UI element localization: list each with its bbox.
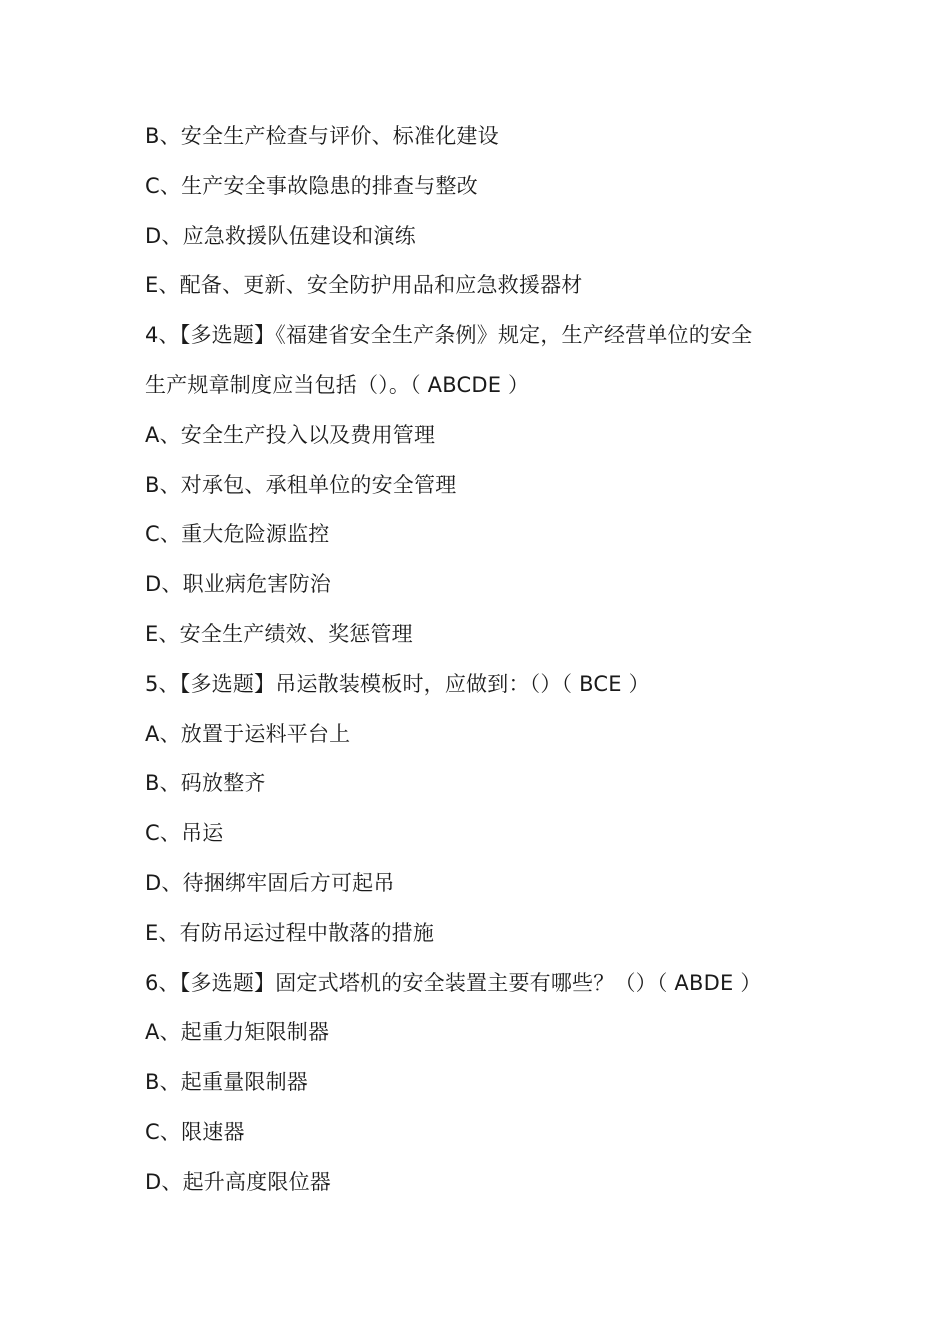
option-d-q6: D、起升高度限位器 (145, 1169, 331, 1194)
option-e-q3: E、配备、更新、安全防护用品和应急救援器材 (145, 273, 583, 298)
option-e-q5: E、有防吊运过程中散落的措施 (145, 920, 435, 945)
option-e-q4: E、安全生产绩效、奖惩管理 (145, 621, 413, 646)
question-6: 6、【多选题】固定式塔机的安全装置主要有哪些？（）（ ABDE ） (145, 970, 762, 995)
option-c-q5: C、吊运 (145, 821, 224, 846)
option-b-q6: B、起重量限制器 (145, 1070, 309, 1095)
option-c-q4: C、重大危险源监控 (145, 522, 330, 547)
question-4-line-1: 4、【多选题】《福建省安全生产条例》规定，生产经营单位的安全 (145, 323, 753, 348)
question-5: 5、【多选题】吊运散装模板时，应做到：（）（ BCE ） (145, 671, 650, 696)
option-d-q4: D、职业病危害防治 (145, 572, 331, 597)
option-a-q4: A、安全生产投入以及费用管理 (145, 422, 436, 447)
document-body (145, 112, 835, 1208)
option-c-q3: C、生产安全事故隐患的排查与整改 (145, 173, 478, 198)
option-d-q3: D、应急救援队伍建设和演练 (145, 223, 416, 248)
option-b-q3: B、安全生产检查与评价、标准化建设 (145, 124, 499, 148)
option-a-q5: A、放置于运料平台上 (145, 721, 351, 746)
option-d-q5: D、待捆绑牢固后方可起吊 (145, 870, 395, 895)
question-4-line-2: 生产规章制度应当包括（）。（ ABCDE ） (145, 372, 530, 397)
option-c-q6: C、限速器 (145, 1119, 245, 1144)
option-b-q5: B、码放整齐 (145, 771, 266, 796)
option-a-q6: A、起重力矩限制器 (145, 1020, 330, 1045)
option-b-q4: B、对承包、承租单位的安全管理 (145, 472, 457, 497)
